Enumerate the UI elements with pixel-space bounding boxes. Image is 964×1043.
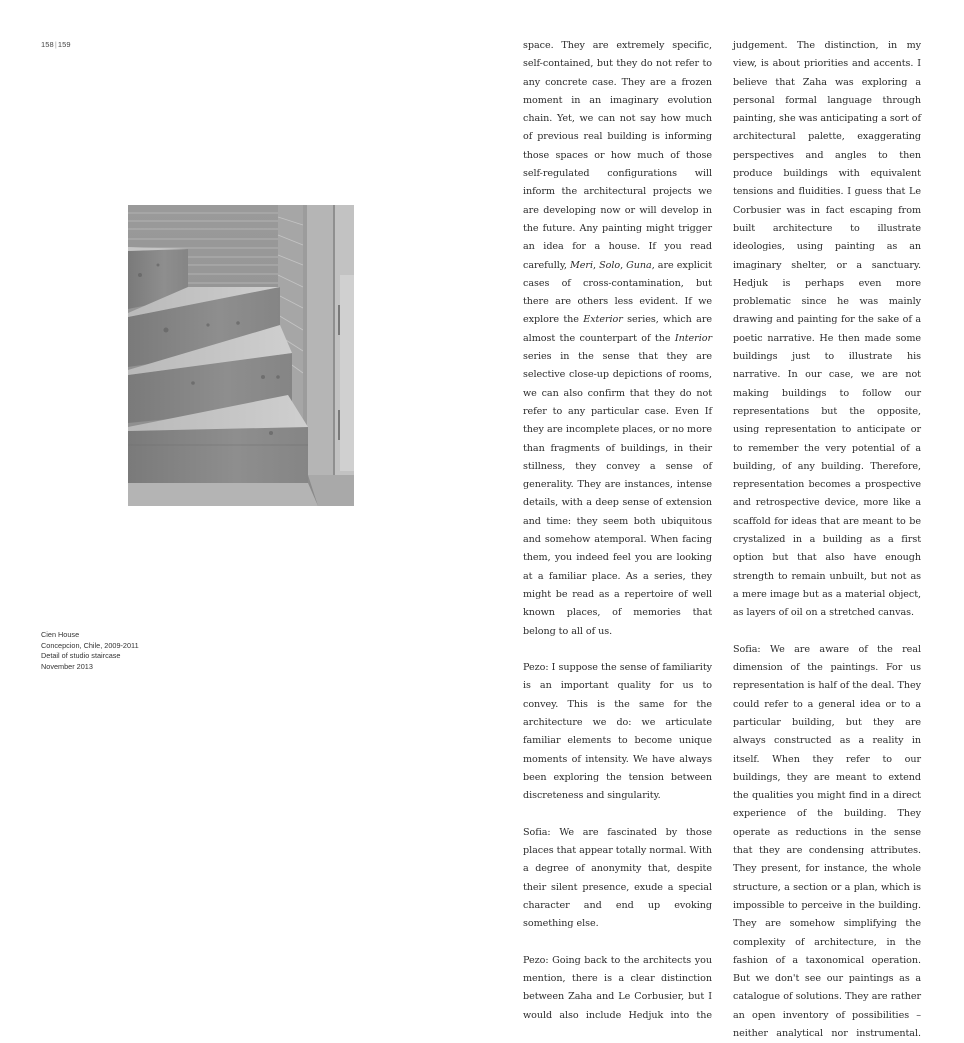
series-title-interior: Interior xyxy=(674,332,712,344)
paragraph-sofia: Sofia: We are fascinated by those places that appear totally normal. With a degree of anonymity that, despite their silent presence, exude a special character and end up evoking something else. xyxy=(523,826,712,930)
paragraph: space. They are extremely specific, self-contained, but they do not refer to any concrete case. They are a frozen moment in an imaginary evolution chain. Yet, we can not say how much of previous real building is informing those spaces or how much of those self-regulated configurations will inform the architectural projects we are developing now or will develop in the future. Any painting might trigger an idea for a house. If you read carefully, Meri, Solo, Guna, are explicit cases of cross-contamination, but there are others less evident. If we explore the Exterior series, which are almost the counterpart of the Interior series in the sense that they are selective close-up depictions of rooms, we can also confirm that they do not refer to any particular case. Even If they are incomplete places, or no more than fragments of buildings, in their stillness, they convey a sense of generality. They are instances, intense details, with a deep sense of extension and time: they seem both ubiquitous and somehow atemporal. When facing them, you indeed feel you are looking at a familiar place. As a series, they might be read as a repertoire of well known places, of memories that belong to all of us. xyxy=(523,40,712,637)
caption-description: Detail of studio staircase xyxy=(41,651,121,661)
painting-title-solo: Solo xyxy=(599,259,621,271)
page-numbers xyxy=(41,40,71,49)
staircase-photo xyxy=(128,205,354,506)
text-column-right xyxy=(733,37,921,1043)
page-number-left: 158 xyxy=(41,40,54,49)
photo-caption xyxy=(41,630,139,672)
staircase-photo-illustration xyxy=(128,205,354,506)
painting-title-guna: Guna xyxy=(626,259,652,271)
page-number-right: 159 xyxy=(57,40,71,49)
paragraph-sofia: Sofia: We are aware of the real dimension of the paintings. For us representation is half of the deal. They could refer to a general idea or to a particular building, but they are always constructed as a reality in itself. When they refer to our buildings, they are meant to extend the qualities you might find in a direct experience of the building. They operate as reductions in the sense that they are condensing attributes. They present, for instance, the whole structure, a section or a plan, which is impossible to perceive in the building. They are somehow simplifying the complexity of architecture, in the fashion of a taxonomical operation. But we don't see our paintings as a catalogue of solutions. They are rather an open inventory of possibilities – neither analytical nor instrumental. xyxy=(733,643,921,1040)
paragraph-pezo: Pezo: I suppose the sense of familiarity is an important quality for us to convey. This is the same for the architecture we do: we articulate familiar elements to become unique moments of intensity. We have always been exploring the tension between discreteness and singularity. xyxy=(523,662,712,802)
series-title-exterior: Exterior xyxy=(583,314,623,326)
painting-title-meri: Meri xyxy=(570,259,593,271)
caption-project: Cien House xyxy=(41,630,80,639)
paragraph: judgement. The distinction, in my view, is about priorities and accents. I believe that Zaha was exploring a personal formal language through painting, she was anticipating a sort of architectural palette, exaggerating perspectives and angles to then produce buildings with equivalent tensions and fluidities. I guess that Le Corbusier was in fact escaping from built architecture to illustrate ideologies, using painting as an imaginary shelter, or a sanctuary. Hedjuk is perhaps even more problematic since he was mainly drawing and painting for the sake of a poetic narrative. He then made some buildings just to illustrate his narrative. In our case, we are not making buildings to follow our representations but the opposite, using representation to anticipate or to remember the very potential of a building, of any building. Therefore, representation becomes a prospective and retrospective device, more like a scaffold for ideas that are meant to be crystalized in a building as a first option but that also have enough strength to remain unbuilt, but not as a mere image but as a material object, as layers of oil on a stretched canvas. xyxy=(733,40,921,619)
text-column-left xyxy=(523,37,712,1025)
caption-location-dates: Concepcion, Chile, 2009-2011 xyxy=(41,640,139,650)
page-number-separator: | xyxy=(54,40,57,49)
paragraph-pezo: Pezo: Going back to the architects you mention, there is a clear distinction between Zaha and Le Corbusier, but I would also include Hedjuk into the xyxy=(523,954,712,1021)
caption-photo-date: November 2013 xyxy=(41,661,93,671)
